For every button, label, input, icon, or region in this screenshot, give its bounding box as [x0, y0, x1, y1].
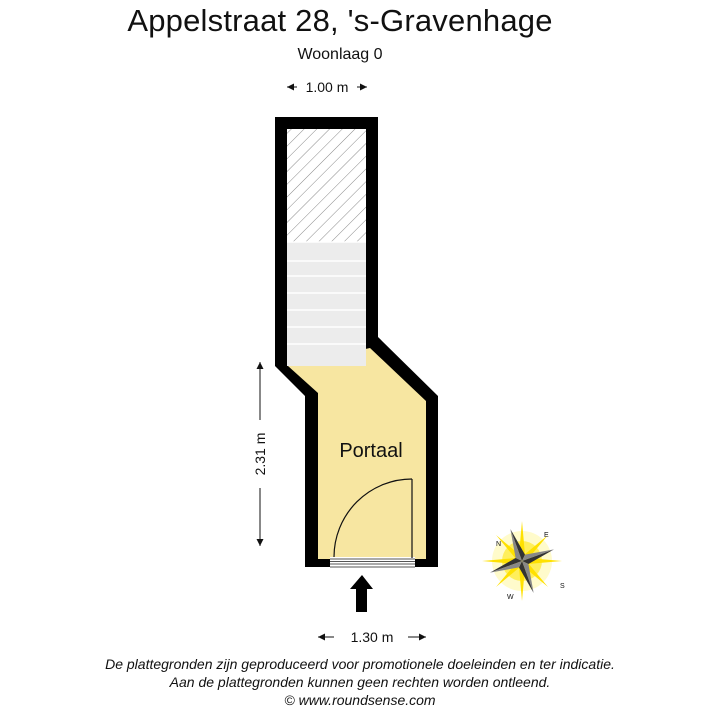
dimension-height-label: 2.31 m	[252, 432, 268, 476]
disclaimer-line-2: Aan de plattegronden kunnen geen rechten worden ontleend.	[169, 674, 551, 690]
dimension-height	[252, 362, 268, 546]
disclaimer-line-1: De plattegronden zijn geproduceerd voor promotionele doeleinden en ter indicatie.	[105, 656, 615, 672]
copyright-line: © www.roundsense.com	[284, 692, 436, 708]
stair-void-hatched	[287, 129, 366, 242]
floor-subtitle: Woonlaag 0	[297, 46, 383, 63]
dimension-bottom-width-label: 1.30 m	[350, 629, 394, 645]
dimension-bottom-width	[318, 629, 426, 645]
room-label-portaal: Portaal	[339, 440, 403, 462]
compass-letter-n: N	[496, 541, 502, 548]
disclaimer	[0, 655, 720, 709]
dimension-top-width	[287, 79, 367, 95]
compass-letter-e: E	[544, 532, 549, 539]
entrance-arrow-icon	[350, 575, 373, 612]
dimension-top-width-label: 1.00 m	[305, 79, 349, 95]
plan-title: Appelstraat 28, 's-Gravenhage	[127, 3, 553, 38]
compass-rose-icon	[478, 517, 565, 604]
compass-letter-s: S	[560, 583, 565, 590]
compass-letter-w: W	[507, 594, 514, 601]
